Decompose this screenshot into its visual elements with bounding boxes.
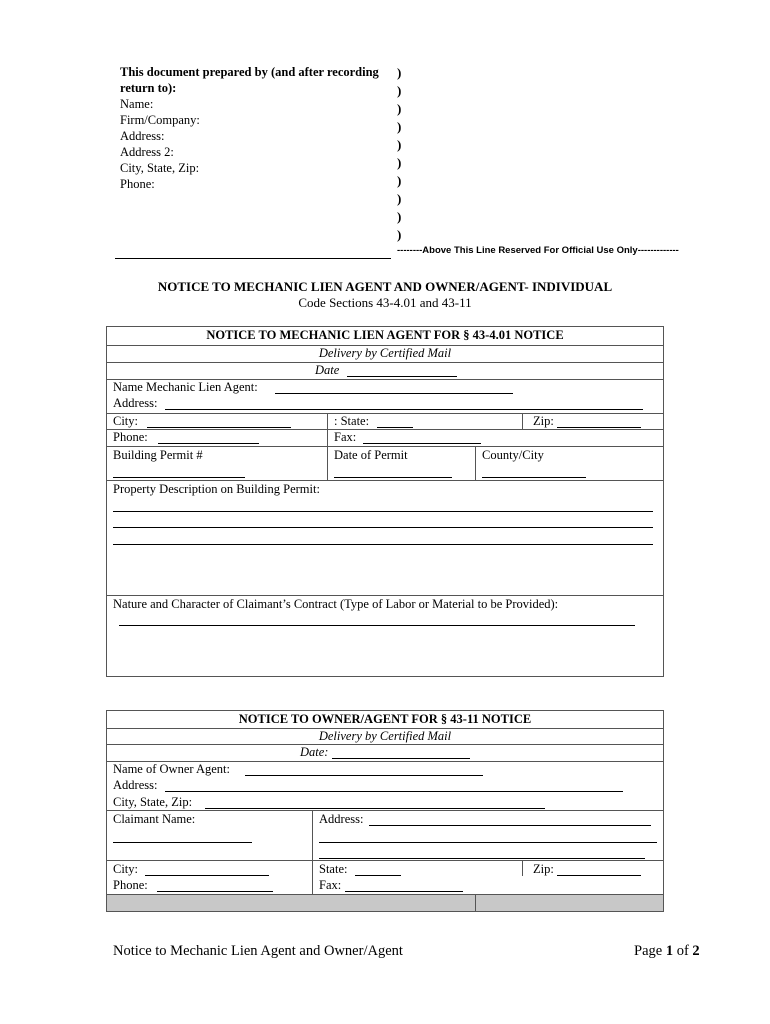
lien-agent-address-field[interactable] [165,409,643,410]
claimant-zip-label: Zip: [533,862,554,876]
paren: ) [397,83,402,98]
claimant-zip-field[interactable] [557,875,641,876]
paren: ) [397,155,402,170]
preparer-address-label: Address: [120,129,165,143]
owner-agent-citystatezip-label: City, State, Zip: [113,795,193,809]
paren-column [397,64,401,244]
permit-date-field[interactable] [334,477,452,478]
section2-date-field[interactable] [332,758,470,759]
official-use-notice: --------Above This Line Reserved For Official Use Only------------- [397,245,679,256]
paren: ) [397,137,402,152]
lien-agent-city-label: City: [113,414,139,428]
claimant-address-line[interactable] [319,858,645,859]
property-description-line[interactable] [113,544,653,545]
owner-agent-citystatezip-field[interactable] [205,808,545,809]
lien-agent-phone-field[interactable] [158,443,259,444]
document-title: NOTICE TO MECHANIC LIEN AGENT AND OWNER/AGENT- INDIVIDUAL [157,279,613,294]
prepared-by-line1: This document prepared by (and after recording [120,65,379,79]
contract-nature-label: Nature and Character of Claimant’s Contract (Type of Labor or Material to be Provided): [113,597,559,611]
paren: ) [397,119,402,134]
section1-heading: NOTICE TO MECHANIC LIEN AGENT FOR § 43-4.01 NOTICE [206,328,564,342]
paren: ) [397,227,402,242]
county-city-label: County/City [482,448,544,462]
page-total: 2 [692,943,700,959]
prepared-by-line2: return to): [120,81,177,95]
lien-agent-address-label: Address: [113,396,158,410]
claimant-state-field[interactable] [355,875,401,876]
shaded-cell [476,895,663,911]
document-subtitle: Code Sections 43-4.01 and 43-11 [298,295,472,310]
shaded-cell [107,895,475,911]
claimant-name-field[interactable] [113,842,252,843]
claimant-fax-field[interactable] [345,891,463,892]
owner-agent-notice-table [106,710,664,912]
lien-agent-zip-label: Zip: [533,414,554,428]
preparer-city-label: City, State, Zip: [120,161,200,175]
paren: ) [397,191,402,206]
section1-date-field[interactable] [347,376,457,377]
section1-date-label: Date [315,363,340,377]
footer-title: Notice to Mechanic Lien Agent and Owner/Agent [113,943,403,959]
claimant-fax-label: Fax: [319,878,342,892]
page-of: of [676,943,689,959]
permit-date-label: Date of Permit [334,448,408,462]
claimant-address-line[interactable] [319,842,657,843]
page-prefix: Page [634,943,663,959]
building-permit-field[interactable] [113,477,245,478]
section1-delivery: Delivery by Certified Mail [318,346,452,360]
owner-agent-name-field[interactable] [245,775,483,776]
section2-delivery: Delivery by Certified Mail [318,729,452,743]
paren: ) [397,65,402,80]
owner-agent-address-label: Address: [113,778,158,792]
paren: ) [397,173,402,188]
section2-date-label: Date: [300,745,329,759]
claimant-phone-field[interactable] [157,891,273,892]
lien-agent-state-field[interactable] [377,427,413,428]
property-description-line[interactable] [113,527,653,528]
claimant-city-label: City: [113,862,139,876]
lien-agent-fax-field[interactable] [363,443,481,444]
claimant-name-label: Claimant Name: [113,812,196,826]
owner-agent-address-field[interactable] [165,791,623,792]
property-description-label: Property Description on Building Permit: [113,482,320,496]
page-number: 1 [665,943,674,959]
lien-agent-name-label: Name Mechanic Lien Agent: [113,380,258,394]
contract-nature-line[interactable] [119,625,635,626]
lien-agent-notice-table [106,326,664,677]
preparer-address2-label: Address 2: [120,145,174,159]
claimant-address-label: Address: [319,812,364,826]
preparer-phone-label: Phone: [120,177,155,191]
owner-agent-name-label: Name of Owner Agent: [113,762,230,776]
building-permit-label: Building Permit # [113,448,203,462]
preparer-block [120,64,390,192]
lien-agent-fax-label: Fax: [334,430,357,444]
property-description-line[interactable] [113,511,653,512]
lien-agent-zip-field[interactable] [557,427,641,428]
county-city-field[interactable] [482,477,586,478]
preparer-firm-label: Firm/Company: [120,113,200,127]
claimant-state-label: State: [319,862,348,876]
paren: ) [397,209,402,224]
lien-agent-phone-label: Phone: [113,430,148,444]
preparer-name-label: Name: [120,97,154,111]
section2-heading: NOTICE TO OWNER/AGENT FOR § 43-11 NOTICE [238,712,532,726]
claimant-address-field[interactable] [369,825,651,826]
claimant-city-field[interactable] [145,875,269,876]
lien-agent-name-field[interactable] [275,393,513,394]
paren: ) [397,101,402,116]
claimant-phone-label: Phone: [113,878,148,892]
lien-agent-state-label: : State: [334,414,370,428]
lien-agent-city-field[interactable] [147,427,291,428]
page-indicator [634,943,700,960]
recording-line [115,244,391,259]
